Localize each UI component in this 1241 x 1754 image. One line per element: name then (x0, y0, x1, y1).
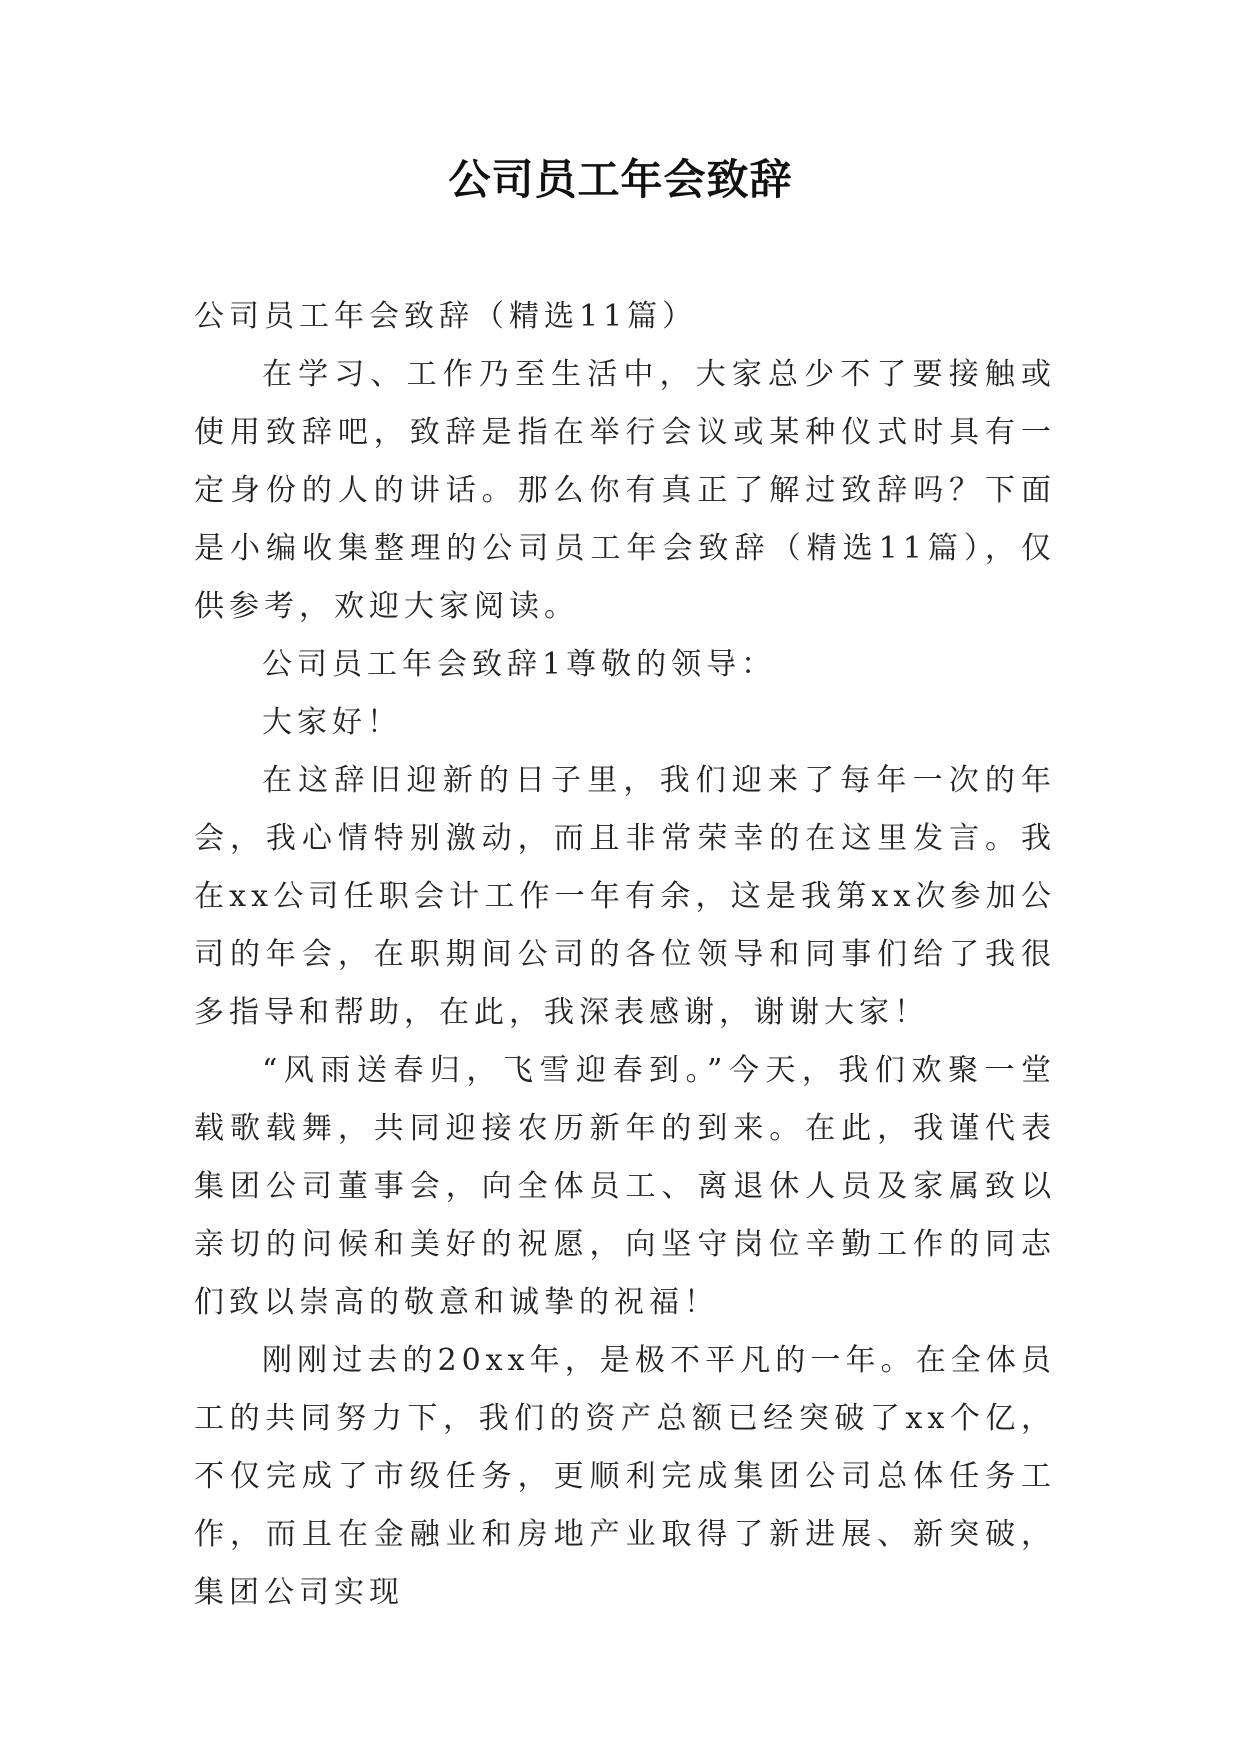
paragraph-speech-heading: 公司员工年会致辞1尊敬的领导： (262, 647, 777, 682)
document-body (194, 288, 1056, 1622)
paragraph-greeting: 大家好！ (262, 705, 402, 740)
paragraph-body: 刚刚过去的20xx年，是极不平凡的一年。在全体员工的共同努力下，我们的资产总额已经突破了xx个亿，不仅完成了市级任务，更顺利完成集团公司总体任务工作，而且在金融业和房地产业取得了新进展、新突破，集团公司实现 (194, 1343, 1056, 1610)
paragraph-subtitle: 公司员工年会致辞（精选11篇） (194, 299, 698, 334)
paragraph-body: “风雨送春归，飞雪迎春到。”今天，我们欢聚一堂载歌载舞，共同迎接农历新年的到来。在此，我谨代表集团公司董事会，向全体员工、离退休人员及家属致以亲切的问候和美好的祝愿，向坚守岗位辛勤工作的同志们致以崇高的敬意和诚挚的祝福！ (194, 1053, 1056, 1320)
paragraph-intro: 在学习、工作乃至生活中，大家总少不了要接触或使用致辞吧，致辞是指在举行会议或某种仪式时具有一定身份的人的讲话。那么你有真正了解过致辞吗？下面是小编收集整理的公司员工年会致辞（精选11篇），仅供参考，欢迎大家阅读。 (194, 357, 1056, 624)
document-title: 公司员工年会致辞 (448, 155, 793, 204)
paragraph-body: 在这辞旧迎新的日子里，我们迎来了每年一次的年会，我心情特别激动，而且非常荣幸的在这里发言。我在xx公司任职会计工作一年有余，这是我第xx次参加公司的年会，在职期间公司的各位领导和同事们给了我很多指导和帮助，在此，我深表感谢，谢谢大家！ (194, 763, 1056, 1030)
